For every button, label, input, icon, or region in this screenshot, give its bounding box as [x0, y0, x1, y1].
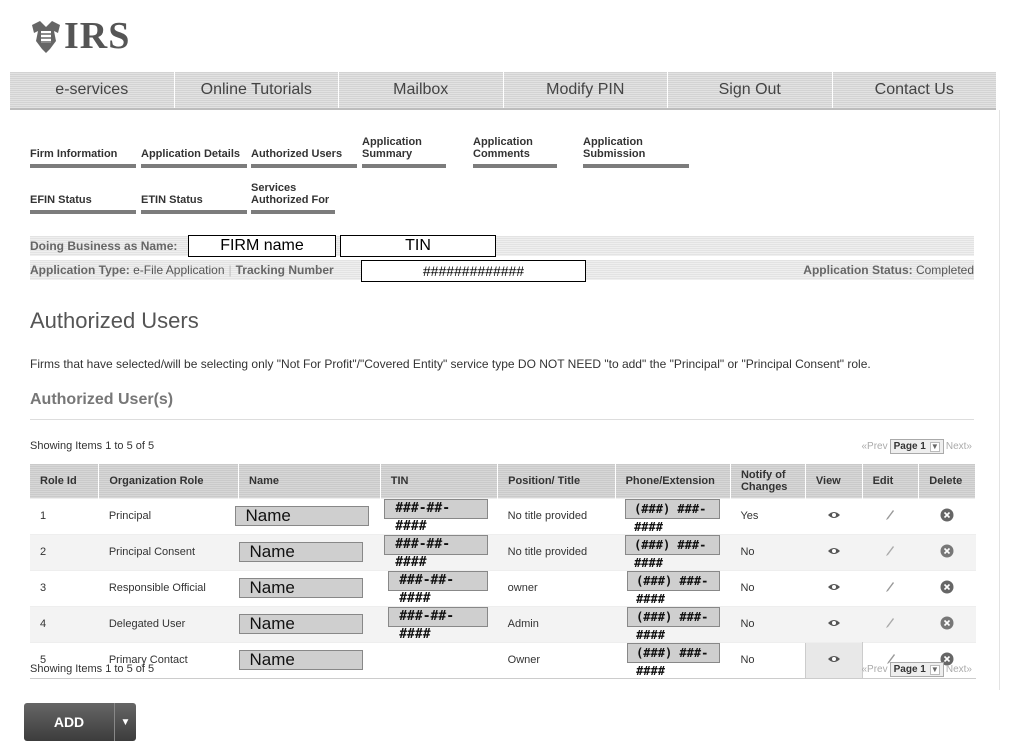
col-name[interactable]: Name — [239, 464, 381, 498]
user-phone: (###) ###-#### — [627, 571, 720, 591]
authorized-users-table — [30, 464, 976, 679]
close-circle-icon[interactable] — [940, 508, 954, 522]
eagle-icon — [30, 19, 62, 53]
organization-role: Primary Contact — [99, 642, 239, 678]
pencil-icon[interactable] — [885, 617, 895, 629]
tab-efin-status[interactable]: EFIN Status — [30, 182, 136, 214]
next-link[interactable]: Next» — [945, 441, 972, 452]
logo-text: IRS — [64, 15, 131, 57]
notify-of-changes: Yes — [730, 498, 805, 534]
app-type-value: e-File Application — [133, 263, 225, 277]
pencil-icon[interactable] — [885, 509, 895, 521]
position-title: No title provided — [498, 534, 615, 570]
position-title: owner — [498, 570, 615, 606]
tab-firm-information[interactable]: Firm Information — [30, 134, 136, 168]
col-tin[interactable]: TIN — [380, 464, 497, 498]
col-view: View — [805, 464, 862, 498]
top-navigation — [10, 72, 996, 110]
tab-application-summary[interactable]: Application Summary — [362, 134, 446, 168]
col-phone-extension[interactable]: Phone/Extension — [615, 464, 730, 498]
user-name: Name — [239, 578, 363, 598]
tab-application-details[interactable]: Application Details — [141, 134, 247, 168]
pager-top — [862, 439, 973, 454]
nav-sign-out[interactable]: Sign Out — [668, 72, 833, 108]
tab-application-submission[interactable]: Application Submission — [583, 134, 689, 168]
user-phone: (###) ###-#### — [627, 643, 720, 663]
firm-info-bar — [30, 236, 974, 256]
eye-icon[interactable] — [827, 654, 841, 664]
eye-icon[interactable] — [827, 618, 841, 628]
organization-role: Delegated User — [99, 606, 239, 642]
showing-items-bottom: Showing Items 1 to 5 of 5 — [30, 663, 155, 675]
table-row — [30, 534, 976, 570]
table-row — [30, 498, 976, 534]
position-title: No title provided — [498, 498, 615, 534]
prev-link[interactable]: «Prev — [861, 441, 888, 452]
table-row — [30, 606, 976, 642]
col-notify-of-changes[interactable]: Notify of Changes — [730, 464, 805, 498]
role-id: 3 — [30, 570, 99, 606]
page-select-value: Page 1 — [893, 441, 926, 452]
pencil-icon[interactable] — [885, 545, 895, 557]
next-link[interactable]: Next» — [945, 664, 972, 675]
role-id: 2 — [30, 534, 99, 570]
user-name: Name — [239, 650, 363, 670]
dba-label: Doing Business as Name: — [30, 239, 178, 253]
close-circle-icon[interactable] — [940, 616, 954, 630]
nav-modify-pin[interactable]: Modify PIN — [504, 72, 669, 108]
showing-items-top: Showing Items 1 to 5 of 5 — [30, 440, 155, 452]
pencil-icon[interactable] — [885, 581, 895, 593]
role-id: 4 — [30, 606, 99, 642]
irs-logo[interactable] — [30, 14, 130, 58]
page-title: Authorized Users — [30, 308, 199, 333]
user-phone: (###) ###-#### — [625, 535, 720, 555]
organization-role: Responsible Official — [99, 570, 239, 606]
user-name: Name — [239, 614, 363, 634]
user-tin: ###-##-#### — [384, 535, 487, 555]
section-divider — [30, 419, 974, 420]
prev-link[interactable]: «Prev — [861, 664, 888, 675]
user-tin: ###-##-#### — [388, 571, 487, 591]
user-tin: ###-##-#### — [384, 499, 487, 519]
position-title: Owner — [498, 642, 615, 678]
nav-contact-us[interactable]: Contact Us — [874, 81, 954, 98]
user-phone: (###) ###-#### — [627, 607, 720, 627]
organization-role: Principal — [99, 498, 239, 534]
app-status-value: Completed — [915, 263, 974, 277]
page-select[interactable] — [890, 662, 944, 677]
organization-role: Principal Consent — [99, 534, 239, 570]
user-phone: (###) ###-#### — [625, 499, 720, 519]
col-position-title[interactable]: Position/ Title — [498, 464, 615, 498]
user-tin: ###-##-#### — [388, 607, 487, 627]
col-delete: Delete — [919, 464, 976, 498]
col-edit: Edit — [862, 464, 919, 498]
chevron-down-icon: ▼ — [930, 665, 939, 674]
table-row — [30, 570, 976, 606]
table-row — [30, 642, 976, 678]
page-select-value: Page 1 — [893, 664, 926, 675]
user-name: Name — [239, 542, 363, 562]
table-header-row — [30, 464, 976, 498]
user-tin — [380, 642, 497, 678]
notify-of-changes: No — [730, 534, 805, 570]
tracking-number-label: Tracking Number — [235, 263, 334, 277]
application-info-bar: Application Type: e-File Application | Tracking Number Application Status: Completed — [30, 260, 974, 280]
eye-icon[interactable] — [827, 510, 841, 520]
nav-e-services[interactable]: e-services — [10, 72, 175, 108]
chevron-down-icon: ▼ — [930, 442, 939, 451]
chevron-down-icon[interactable]: ▼ — [114, 703, 136, 741]
close-circle-icon[interactable] — [940, 544, 954, 558]
app-status-label: Application Status: — [803, 263, 913, 277]
tracking-number-value: ############# — [361, 260, 586, 282]
user-name: Name — [235, 506, 369, 526]
tin-value: TIN — [340, 235, 496, 257]
app-type-label: Application Type: — [30, 263, 130, 277]
tab-authorized-users[interactable]: Authorized Users — [251, 134, 357, 168]
position-title: Admin — [498, 606, 615, 642]
notify-of-changes: No — [730, 606, 805, 642]
nav-online-tutorials[interactable]: Online Tutorials — [175, 72, 340, 108]
col-organization-role[interactable]: Organization Role — [99, 464, 239, 498]
section-title: Authorized User(s) — [30, 391, 174, 408]
service-type-notice: Firms that have selected/will be selecting only "Not For Profit"/"Covered Entity" service type DO NOT NEED "to add" the "Principal" or "Principal Consent" role. — [30, 357, 871, 371]
role-id: 1 — [30, 498, 99, 534]
tab-application-comments[interactable]: Application Comments — [473, 134, 557, 168]
add-user-button[interactable] — [24, 703, 136, 741]
add-button-label: ADD — [53, 714, 85, 730]
col-role-id[interactable]: Role Id — [30, 464, 99, 498]
nav-mailbox[interactable]: Mailbox — [339, 72, 504, 108]
tab-services-authorized-for[interactable]: Services Authorized For — [251, 182, 335, 214]
tab-etin-status[interactable]: ETIN Status — [141, 182, 247, 214]
eye-icon[interactable] — [827, 582, 841, 592]
notify-of-changes: No — [730, 570, 805, 606]
page-select[interactable] — [890, 439, 944, 454]
notify-of-changes: No — [730, 642, 805, 678]
eye-icon[interactable] — [827, 546, 841, 556]
pager-bottom — [862, 662, 973, 677]
close-circle-icon[interactable] — [940, 580, 954, 594]
role-id: 5 — [30, 642, 99, 678]
firm-name-value: FIRM name — [188, 235, 336, 257]
